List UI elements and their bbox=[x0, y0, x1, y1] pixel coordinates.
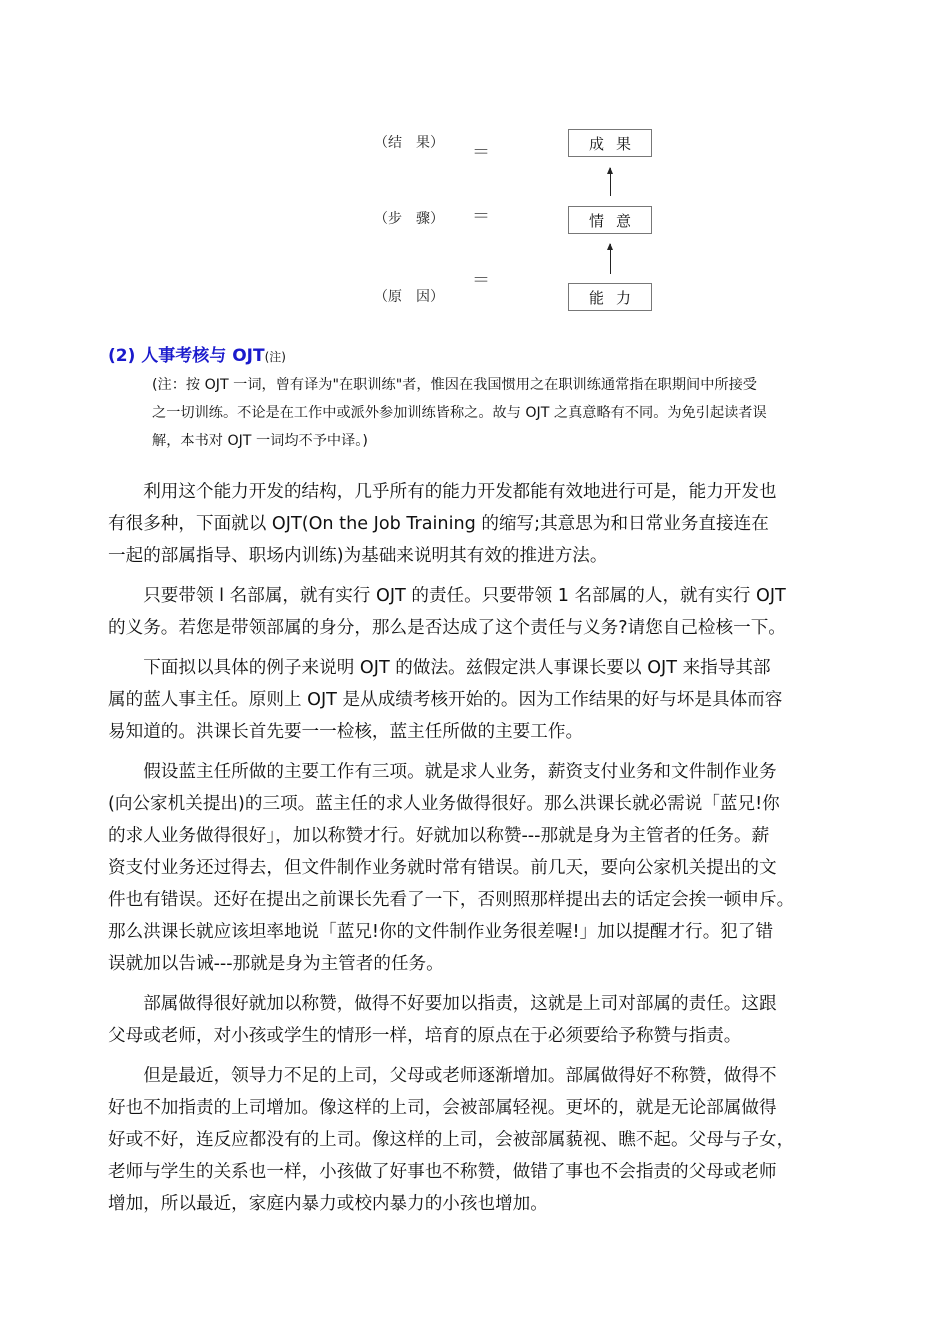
text-line: 的义务。若您是带领部属的身分，那么是否达成了这个责任与义务?请您自己检核一下。 bbox=[108, 618, 786, 638]
text-line: 资支付业务还过得去，但文件制作业务就时常有错误。前几天，要向公家机关提出的文 bbox=[108, 858, 777, 878]
box-ability: 能力 bbox=[568, 283, 652, 311]
text-line: 好也不加指责的上司增加。像这样的上司，会被部属轻视。更坏的，就是无论部属做得 bbox=[108, 1098, 777, 1118]
equals-sign: ＝ bbox=[472, 270, 490, 291]
ability-development-diagram bbox=[0, 0, 950, 330]
text-line: 假设蓝主任所做的主要工作有三项。就是求人业务，薪资支付业务和文件制作业务 bbox=[108, 762, 777, 782]
text-line: 下面拟以具体的例子来说明 OJT 的做法。兹假定洪人事课长要以 OJT 来指导其部 bbox=[108, 658, 771, 678]
note-line: 之一切训练。不论是在工作中或派外参加训练皆称之。故与 OJT 之真意略有不同。为免引起读者误 bbox=[152, 405, 767, 421]
equals-sign: ＝ bbox=[472, 142, 490, 163]
paragraph bbox=[108, 1060, 848, 1220]
paragraph bbox=[108, 756, 848, 980]
stage-label-result: （结 果） bbox=[374, 135, 444, 151]
paragraph bbox=[108, 580, 848, 644]
text-line: 属的蓝人事主任。原则上 OJT 是从成绩考核开始的。因为工作结果的好与坏是具体而容 bbox=[108, 690, 783, 710]
text-line: 部属做得很好就加以称赞，做得不好要加以指责，这就是上司对部属的责任。这跟 bbox=[108, 994, 777, 1014]
text-line: 增加，所以最近，家庭内暴力或校内暴力的小孩也增加。 bbox=[108, 1194, 548, 1214]
text-line: 利用这个能力开发的结构，几乎所有的能力开发都能有效地进行可是，能力开发也 bbox=[108, 482, 777, 502]
body-text bbox=[108, 476, 848, 1228]
arrow-up-icon bbox=[610, 168, 611, 196]
paragraph bbox=[108, 652, 848, 748]
note-reference: (注) bbox=[264, 350, 286, 364]
paragraph bbox=[108, 476, 848, 572]
text-line: 好或不好，连反应都没有的上司。像这样的上司，会被部属藐视、瞧不起。父母与子女， bbox=[108, 1130, 795, 1150]
text-line: 只要带领 l 名部属，就有实行 OJT 的责任。只要带领 1 名部属的人，就有实行 OJT bbox=[108, 586, 786, 606]
text-line: 有很多种，下面就以 OJT(On the Job Training 的缩写;其意思为和日常业务直接连在 bbox=[108, 514, 769, 534]
text-line: 那么洪课长就应该坦率地说「蓝兄!你的文件制作业务很差喔!」加以提醒才行。犯了错 bbox=[108, 922, 774, 942]
equals-sign: ＝ bbox=[472, 206, 490, 227]
text-line: 件也有错误。还好在提出之前课长先看了一下，否则照那样提出去的话定会挨一顿申斥。 bbox=[108, 890, 795, 910]
note-line: (注：按 OJT 一词，曾有译为"在职训练"者，惟因在我国惯用之在职训练通常指在职期间中所接受 bbox=[152, 377, 757, 393]
text-line: 的求人业务做得很好」，加以称赞才行。好就加以称赞---那就是身为主管者的任务。薪 bbox=[108, 826, 770, 846]
stage-label-step: （步 骤） bbox=[374, 211, 444, 227]
section-heading bbox=[108, 341, 286, 366]
text-line: (向公家机关提出)的三项。蓝主任的求人业务做得很好。那么洪课长就必需说「蓝兄!你 bbox=[108, 794, 780, 814]
arrow-up-icon bbox=[610, 244, 611, 274]
note-line: 解，本书对 OJT 一词均不予中译。) bbox=[152, 433, 368, 449]
translator-note bbox=[152, 371, 852, 455]
box-outcome: 成果 bbox=[568, 129, 652, 157]
text-line: 父母或老师，对小孩或学生的情形一样，培育的原点在于必须要给予称赞与指责。 bbox=[108, 1026, 742, 1046]
text-line: 误就加以告诫---那就是身为主管者的任务。 bbox=[108, 954, 444, 974]
text-line: 老师与学生的关系也一样，小孩做了好事也不称赞，做错了事也不会指责的父母或老师 bbox=[108, 1162, 777, 1182]
text-line: 易知道的。洪课长首先要一一检核，蓝主任所做的主要工作。 bbox=[108, 722, 584, 742]
paragraph bbox=[108, 988, 848, 1052]
section-heading-text: (2) 人事考核与 OJT bbox=[108, 346, 265, 366]
text-line: 但是最近，领导力不足的上司，父母或老师逐渐增加。部属做得好不称赞，做得不 bbox=[108, 1066, 777, 1086]
box-motivation: 情意 bbox=[568, 206, 652, 234]
stage-label-cause: （原 因） bbox=[374, 289, 444, 305]
text-line: 一起的部属指导、职场内训练)为基础来说明其有效的推进方法。 bbox=[108, 546, 608, 566]
